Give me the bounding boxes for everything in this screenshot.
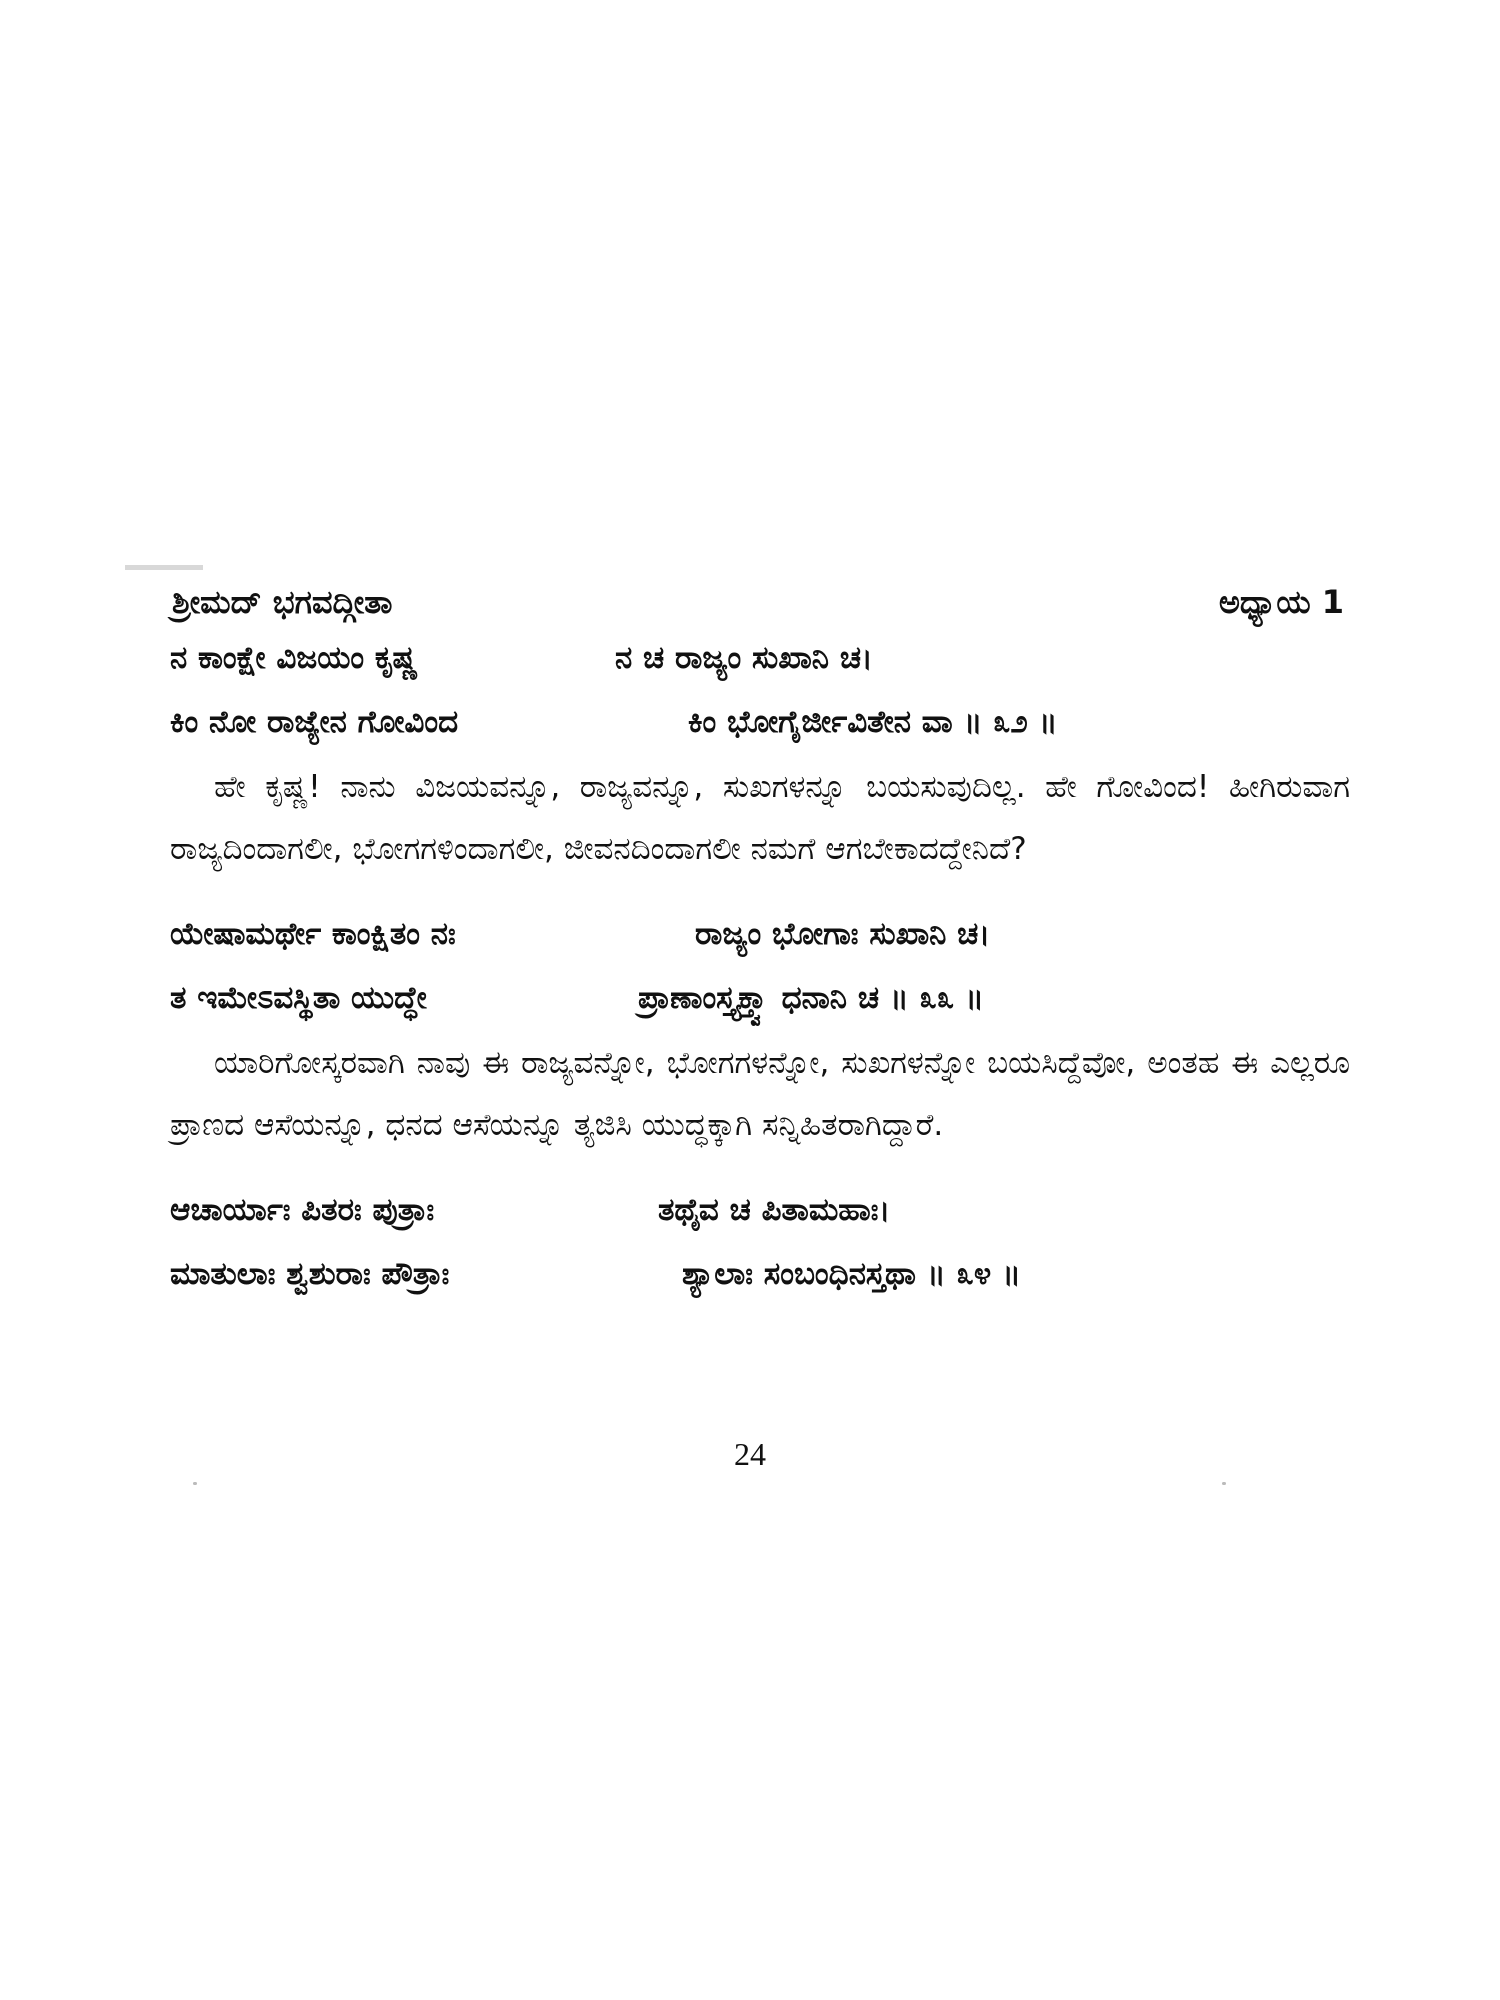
verse-half: ತ ಇಮೇಽವಸ್ಥಿತಾ ಯುದ್ಧೇ — [170, 980, 427, 1016]
verse-half: ನ ಕಾಂಕ್ಷೇ ವಿಜಯಂ ಕೃಷ್ಣ — [170, 640, 418, 676]
page-number: 24 — [734, 1436, 766, 1472]
verse-half: ಮಾತುಲಾಃ ಶ್ವಶುರಾಃ ಪೌತ್ರಾಃ — [170, 1256, 450, 1292]
verse-line — [170, 1178, 1350, 1242]
verse-half: ಕಿಂ ಭೋಗೈರ್ಜೀವಿತೇನ ವಾ ॥ ೩೨ ॥ — [688, 704, 1058, 740]
verse-line — [170, 966, 1350, 1030]
verse-half: ಪ್ರಾಣಾಂಸ್ತ್ಯಕ್ತ್ವಾ ಧನಾನಿ ಚ ॥ ೩೩ ॥ — [638, 980, 984, 1016]
scan-margin-mark — [125, 565, 203, 570]
verse-32 — [170, 626, 1350, 754]
scan-speck — [1222, 1482, 1226, 1485]
verse-half: ಶ್ಯಾಲಾಃ ಸಂಬಂಧಿನಸ್ತಥಾ ॥ ೩೪ ॥ — [682, 1256, 1021, 1292]
verse-33-meaning: ಯಾರಿಗೋಸ್ಕರವಾಗಿ ನಾವು ಈ ರಾಜ್ಯವನ್ನೋ, ಭೋಗಗಳನ್ನೋ, ಸುಖಗಳನ್ನೋ ಬಯಸಿದ್ದೆವೋ, ಅಂತಹ ಈ ಎಲ್ಲರೂ ಪ್ರಾಣದ ಆಸೆಯನ್ನೂ, ಧನದ ಆಸೆಯನ್ನೂ ತ್ಯಜಿಸಿ ಯುದ್ಧಕ್ಕಾಗಿ ಸನ್ನಿಹಿತರಾಗಿದ್ದಾರೆ. — [170, 1045, 1350, 1143]
verse-half: ಆಚಾರ್ಯಾಃ ಪಿತರಃ ಪುತ್ರಾಃ — [170, 1192, 435, 1228]
chapter-label: ಅಧ್ಯಾಯ 1 — [1218, 583, 1344, 621]
verse-line — [170, 690, 1350, 754]
verse-half: ರಾಜ್ಯಂ ಭೋಗಾಃ ಸುಖಾನಿ ಚ। — [695, 916, 991, 952]
verse-line — [170, 1242, 1350, 1306]
verse-half: ತಥೈವ ಚ ಪಿತಾಮಹಾಃ। — [658, 1192, 891, 1228]
verse-32-meaning: ಹೇ ಕೃಷ್ಣ! ನಾನು ವಿಜಯವನ್ನೂ, ರಾಜ್ಯವನ್ನೂ, ಸುಖಗಳನ್ನೂ ಬಯಸುವುದಿಲ್ಲ. ಹೇ ಗೋವಿಂದ! ಹೀಗಿರುವಾಗ ರಾಜ್ಯದಿಂದಾಗಲೀ, ಭೋಗಗಳಿಂದಾಗಲೀ, ಜೀವನದಿಂದಾಗಲೀ ನಮಗೆ ಆಗಬೇಕಾದದ್ದೇನಿದೆ? — [170, 769, 1350, 867]
verse-half: ಕಿಂ ನೋ ರಾಜ್ಯೇನ ಗೋವಿಂದ — [170, 704, 459, 740]
scan-speck — [193, 1482, 197, 1485]
book-page — [170, 578, 1350, 1306]
verse-line — [170, 902, 1350, 966]
book-title: ಶ್ರೀಮದ್ ಭಗವದ್ಗೀತಾ — [172, 583, 393, 621]
verse-34 — [170, 1178, 1350, 1306]
verse-half: ಯೇಷಾಮರ್ಥೇ ಕಾಂಕ್ಷಿತಂ ನಃ — [170, 916, 456, 952]
running-header — [170, 578, 1350, 626]
verse-half: ನ ಚ ರಾಜ್ಯಂ ಸುಖಾನಿ ಚ। — [615, 640, 873, 676]
verse-33 — [170, 902, 1350, 1030]
verse-line — [170, 626, 1350, 690]
